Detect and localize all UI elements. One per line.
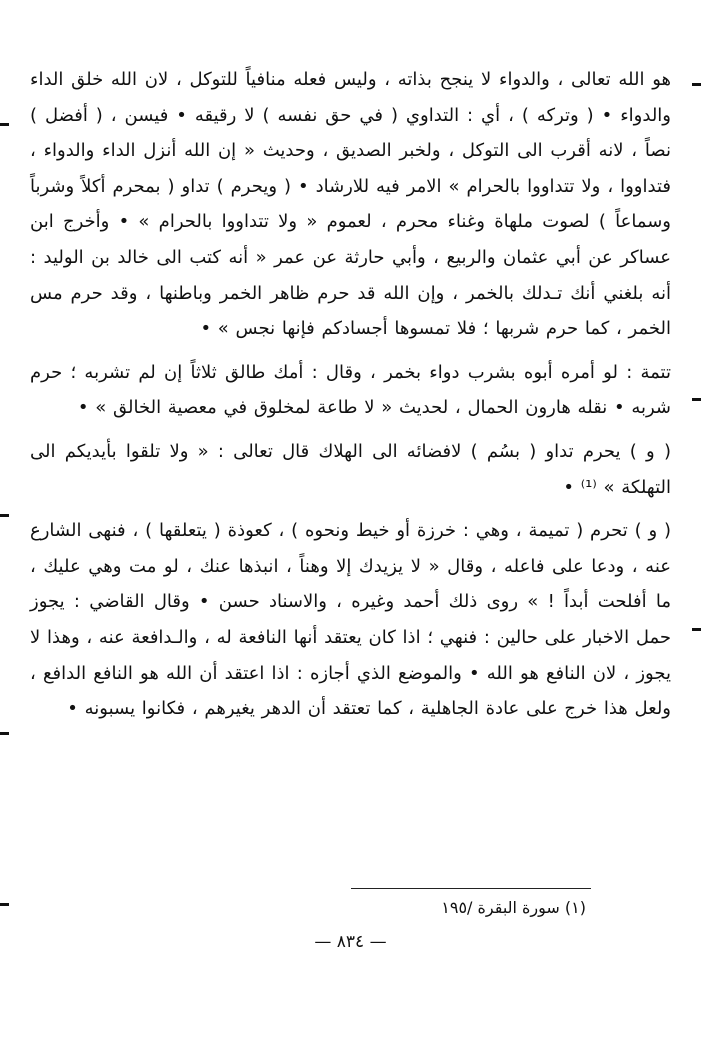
margin-mark <box>0 514 9 517</box>
margin-mark <box>0 903 9 906</box>
main-text <box>30 62 671 727</box>
margin-mark <box>692 83 701 86</box>
margin-mark <box>0 732 9 735</box>
paragraph-1: هو الله تعالى ، والدواء لا ينجح بذاته ، وليس فعله منافياً للتوكل ، لان الله خلق الداء والدواء • ( وتركه ) ، أي : التداوي ( في حق نفسه ) لا رقيقه • فيسن ، ( أفضل ) نصاً ، لانه أقرب الى التوكل ، ولخبر الصديق ، وحديث « إن الله أنزل الداء والدواء ، فتداووا ، ولا تتداووا بالحرام » الامر فيه للارشاد • ( ويحرم ) تداو ( بمحرم أكلاً وشرباً وسماعاً ) لصوت ملهاة وغناء محرم ، لعموم « ولا تتداووا بالحرام » • وأخرج ابن عساكر عن أبي عثمان والربيع ، وأبي حارثة عن عمر « أنه كتب الى خالد بن الوليد : أنه بلغني أنك تـدلك بالخمر ، وإن الله قد حرم ظاهر الخمر وباطنها ، وقد حرم مس الخمر ، كما حرم شربها ؛ فلا تمسوها أجسادكم فإنها نجس » • <box>30 69 671 340</box>
page-number: — ٨٣٤ — <box>314 932 387 952</box>
margin-mark <box>0 123 9 126</box>
paragraph-2: تتمة : لو أمره أبوه بشرب دواء بخمر ، وقال : أمك طالق ثلاثاً إن لم تشربه ؛ حرم شربه • نقله هارون الحمال ، لحديث « لا طاعة لمخلوق في معصية الخالق » • <box>30 361 671 419</box>
margin-mark <box>692 628 701 631</box>
margin-mark <box>692 398 701 401</box>
footnote-divider <box>351 888 591 889</box>
footnote: (١) سورة البقرة /١٩٥ <box>441 898 586 917</box>
paragraph-3: ( و ) يحرم تداو ( بسُم ) لافضائه الى الهلاك قال تعالى : « ولا تلقوا بأيديكم الى التهلكة » ⁽¹⁾ • <box>30 440 671 498</box>
paragraph-4: ( و ) تحرم ( تميمة ، وهي : خرزة أو خيط ونحوه ) ، كعوذة ( يتعلقها ) ، فنهى الشارع عنه ، ودعا على فاعله ، وقال « لا يزيدك إلا وهناً ، انبذها عنك ، لو مت وهي عليك ، ما أفلحت أبداً ! » روى ذلك أحمد وغيره ، والاسناد حسن • وقال القاضي : يجوز حمل الاخبار على حالين : فنهي ؛ اذا كان يعتقد أنها النافعة له ، والـدافعة عنه ، وهذا لا يجوز ، لان النافع هو الله • والموضع الذي أجازه : اذا اعتقد أن الله هو النافع الدافع ، ولعل هذا خرج على عادة الجاهلية ، كما تعتقد أن الدهر يغيرهم ، فكانوا يسبونه • <box>30 520 671 720</box>
